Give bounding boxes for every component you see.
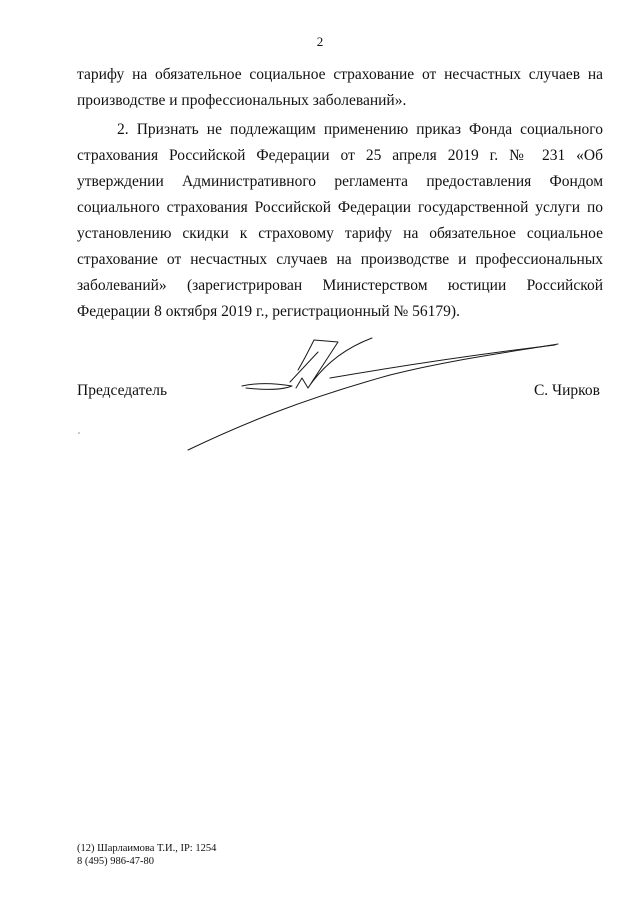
handwritten-signature (180, 330, 580, 460)
paragraph-continuation: тарифу на обязательное социальное страхование от несчастных случаев на производстве и профессиональных заболеваний». (77, 66, 603, 109)
executor-phone: 8 (495) 986-47-80 (77, 856, 154, 867)
page-number: 2 (316, 34, 324, 49)
paragraph-item-2: 2. Признать не подлежащим применению приказ Фонда социального страхования Российской Федерации от 25 апреля 2019 г. № 231 «Об утверждении Административного регламента предоставления Фондом социального страхования Российской Федерации государственной услуги по установлению скидки к страховому тарифу на обязательное социальное страхование от несчастных случаев на производстве и профессиональных заболеваний» (зарегистрирован Министерством юстиции Российской Федерации 8 октября 2019 г., регистрационный № 56179). (77, 121, 603, 320)
signer-position: Председатель (77, 382, 168, 399)
signer-name: С. Чирков (533, 382, 600, 399)
executor-info: (12) Шарлаимова Т.И., IP: 1254 (77, 843, 217, 854)
scan-artifact (78, 432, 80, 434)
document-body (77, 62, 603, 325)
executor-footer (77, 842, 216, 868)
